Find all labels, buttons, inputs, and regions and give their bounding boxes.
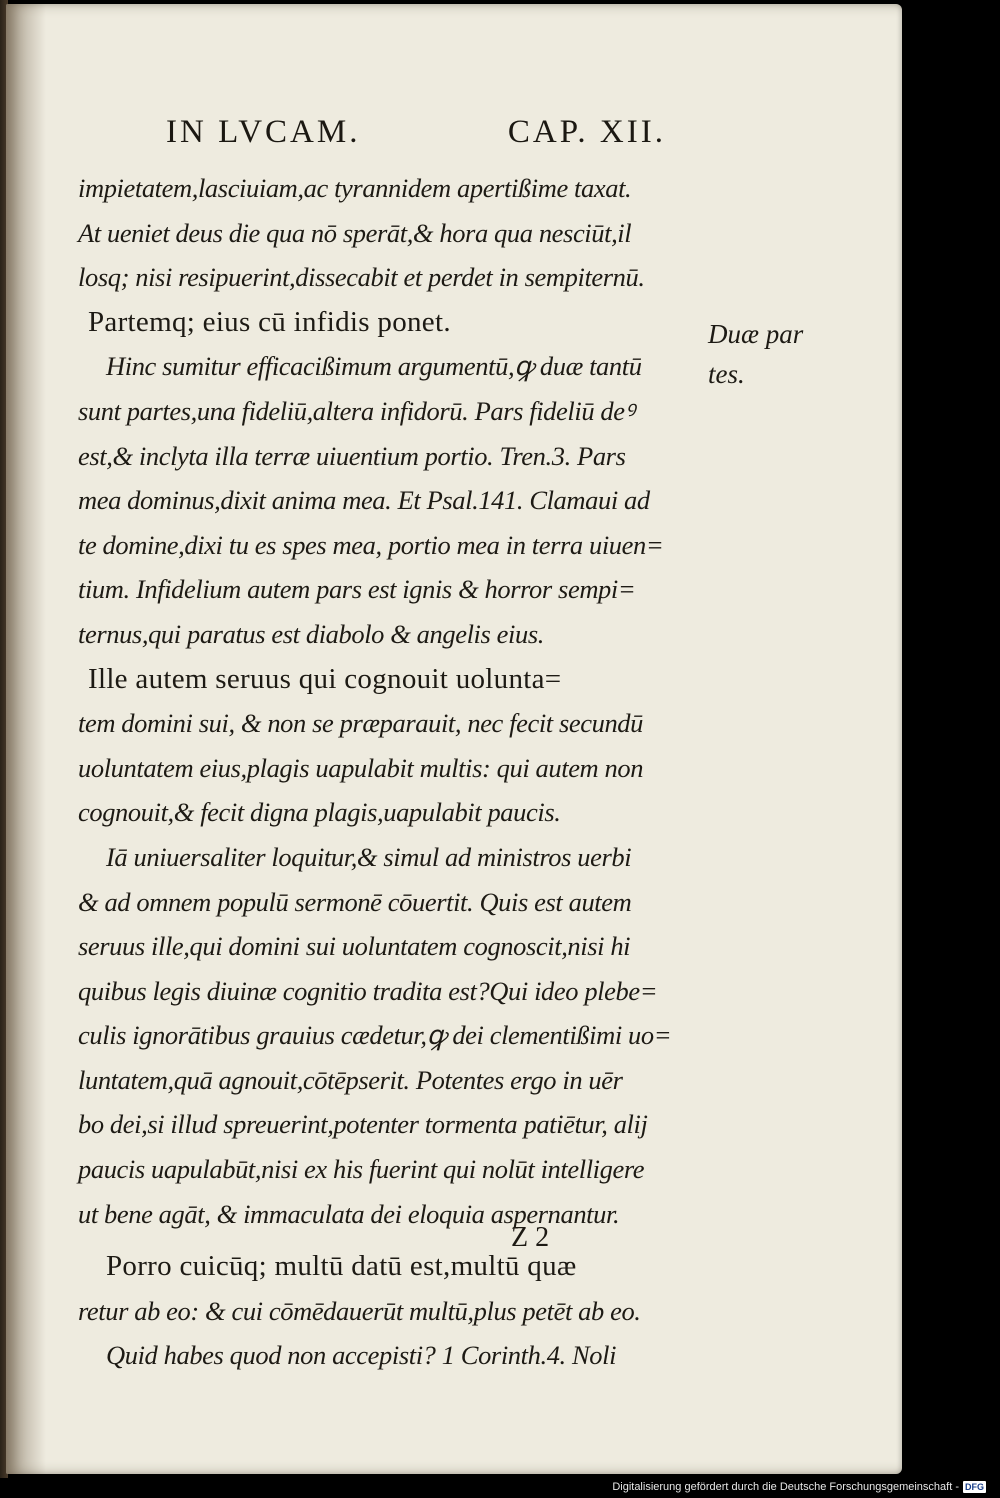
text-line: quibus legis diuinæ cognitio tradita est?Qui ideo plebe=: [78, 975, 658, 1006]
footer-credit: Digitalisierung gefördert durch die Deutsche Forschungsgemeinschaft -: [612, 1481, 959, 1493]
marginal-note-line: Duæ par: [708, 319, 804, 349]
book-page: [6, 4, 902, 1474]
text-line: retur ab eo: & cui cōmēdauerūt multū,plus petēt ab eo.: [78, 1295, 641, 1326]
text-line: tium. Infidelium autem pars est ignis & horror sempi=: [78, 574, 636, 605]
running-head-right: CAP. XII.: [507, 114, 666, 150]
text-line: te domine,dixi tu es spes mea, portio mea in terra uiuen=: [78, 529, 664, 560]
text-line: losq; nisi resipuerint,dissecabit et perdet in sempiternū.: [78, 262, 645, 293]
text-line: uoluntatem eius,plagis uapulabit multis: qui autem non: [78, 752, 644, 783]
text-line: mea dominus,dixit anima mea. Et Psal.141. Clamaui ad: [78, 485, 650, 516]
text-line: & ad omnem populū sermonē cōuertit. Quis est autem: [78, 886, 632, 917]
text-line: At ueniet deus die qua nō sperāt,& hora qua nesciūt,il: [78, 217, 632, 248]
running-head: [166, 114, 666, 158]
text-line: est,& inclyta illa terræ uiuentium portio. Tren.3. Pars: [78, 440, 626, 471]
running-head-left: IN LVCAM.: [166, 114, 361, 150]
text-line: tem domini sui, & non se præparauit, nec fecit secundū: [78, 708, 644, 739]
digitization-footer: [612, 1480, 986, 1494]
text-line: paucis uapulabūt,nisi ex his fuerint qui nolūt intelligere: [78, 1154, 645, 1185]
scripture-line: Ille autem seruus qui cognouit uolunta=: [88, 662, 562, 695]
signature-mark: Z 2: [511, 1222, 550, 1253]
dfg-logo: DFG: [965, 1482, 984, 1492]
text-line: ut bene agāt, & immaculata dei eloquia aspernantur.: [78, 1198, 620, 1229]
text-line: impietatem,lasciuiam,ac tyrannidem apertißime taxat.: [78, 173, 632, 203]
gutter-shadow: [6, 4, 46, 1474]
body-text: [78, 166, 698, 1378]
text-line: seruus ille,qui domini sui uoluntatem cognoscit,nisi hi: [78, 931, 631, 962]
text-line: Quid habes quod non accepisti? 1 Corinth.4. Noli: [106, 1340, 617, 1371]
text-line: cognouit,& fecit digna plagis,uapulabit paucis.: [78, 797, 561, 828]
text-line: sunt partes,una fideliū,altera infidorū. Pars fideliū deꝰ: [78, 395, 635, 426]
scripture-line: Partemq; eius cū infidis ponet.: [88, 305, 451, 338]
text-line: ternus,qui paratus est diabolo & angelis eius.: [78, 618, 544, 649]
text-line: bo dei,si illud spreuerint,potenter tormenta patiētur, alij: [78, 1109, 648, 1140]
text-line: culis ignorātibus grauius cædetur,ꝙ dei clementißimi uo=: [78, 1020, 672, 1051]
text-line: Hinc sumitur efficacißimum argumentū,ꝙ duæ tantū: [106, 351, 642, 382]
marginal-note-line: tes.: [708, 359, 745, 389]
text-line: Iā uniuersaliter loquitur,& simul ad ministros uerbi: [106, 841, 632, 872]
text-line: luntatem,quā agnouit,cōtēpserit. Potentes ergo in uēr: [78, 1064, 623, 1095]
scripture-line: Porro cuicūq; multū datū est,multū quæ: [106, 1250, 577, 1283]
marginal-note: [708, 314, 818, 394]
